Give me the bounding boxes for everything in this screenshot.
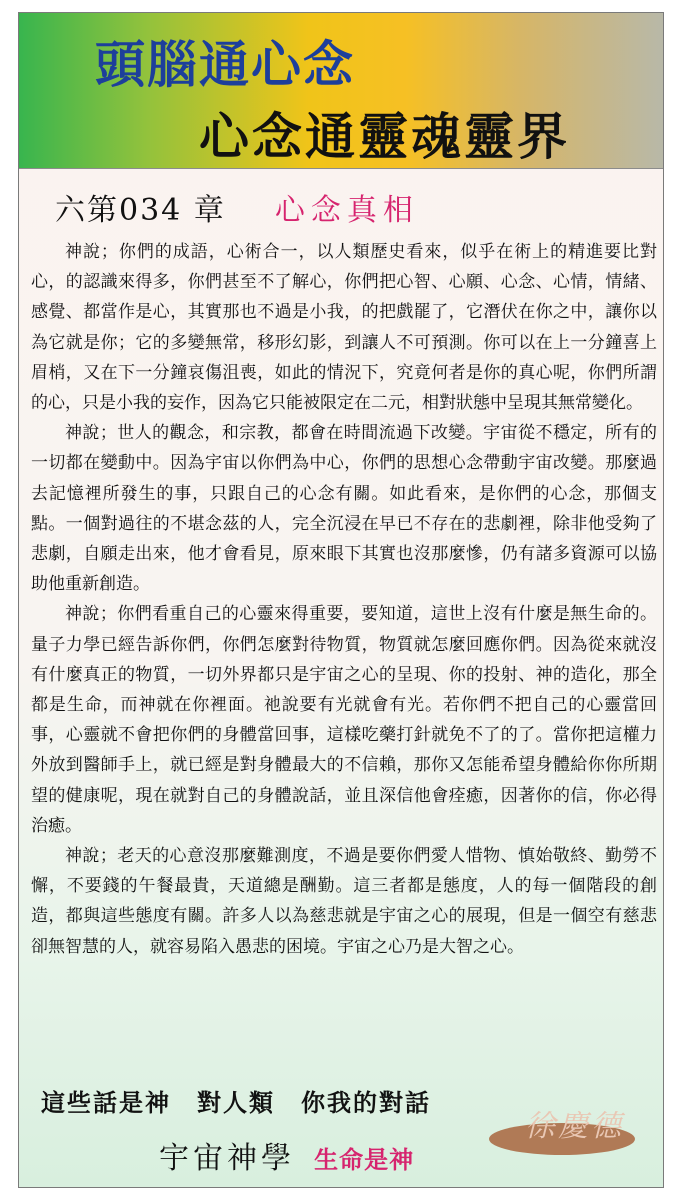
page-title: 頭腦通心念 — [95, 36, 355, 94]
chapter-number: 六第034 章 — [55, 193, 226, 228]
footer-motto: 生命是神 — [314, 1145, 415, 1174]
page-frame — [18, 12, 664, 1188]
chapter-title: 心念真相 — [274, 193, 419, 228]
header-banner — [19, 13, 663, 169]
footer-tagline: 這些話是神 對人類 你我的對話 — [41, 1088, 431, 1117]
paragraph-2: 神說；世人的觀念，和宗教，都會在時間流過下改變。宇宙從不穩定，所有的一切都在變動中。因為宇宙以你們為中心，你們的思想心念帶動宇宙改變。那麼過去記憶裡所發生的事，只跟自己的心念有關。如此看來，是你們的心念，那個支點。一個對過往的不堪念茲的人，完全沉浸在早已不存在的悲劇裡，除非他受夠了悲劇，自願走出來，他才會看見，原來眼下其實也沒那麼慘，仍有諸多資源可以協助他重新創造。 — [31, 423, 657, 595]
page-subtitle: 心念通靈魂靈界 — [199, 108, 570, 166]
paragraph-3: 神說；你們看重自己的心靈來得重要，要知道，這世上沒有什麼是無生命的。量子力學已經告訴你們，你們怎麼對待物質，物質就怎麼回應你們。因為從來就沒有什麼真正的物質，一切外界都只是宇宙之心的呈現、你的投射、神的造化，那全都是生命，而神就在你裡面。祂說要有光就會有光。若你們不把自己的心靈當回事，心靈就不會把你們的身體當回事，這樣吃藥打針就免不了的了。當你把這權力外放到醫師手上，就已經是對身體最大的不信賴，那你又怎能希望身體給你你所期望的健康呢，現在就對自己的身體說話，並且深信他會痊癒，因著你的信，你必得治癒。 — [31, 604, 657, 836]
author-signature: 徐慶德 — [525, 1109, 624, 1144]
chapter-heading — [55, 185, 419, 228]
footer-brand — [159, 1133, 414, 1177]
paragraph-4: 神說；老天的心意沒那麼難測度，不過是要你們愛人惜物、慎始敬終、勤勞不懈，不要錢的午餐最貴，天道總是酬勤。這三者都是態度，人的每一個階段的創造，都與這些態度有關。許多人以為慈悲就是宇宙之心的展現，但是一個空有慈悲卻無智慧的人，就容易陷入愚悲的困境。宇宙之心乃是大智之心。 — [31, 846, 657, 957]
footer-brand-name: 宇宙神學 — [159, 1141, 295, 1176]
paragraph-1: 神說；你們的成語，心術合一，以人類歷史看來，似乎在術上的精進要比對心，的認識來得多，你們甚至不了解心，你們把心智、心願、心念、心情，情緒、感覺、都當作是心，其實那也不過是小我，的把戲罷了，它潛伏在你之中，讓你以為它就是你；它的多變無常，移形幻影，到讓人不可預測。你可以在上一分鐘喜上眉梢，又在下一分鐘哀傷沮喪，如此的情況下，究竟何者是你的真心呢，你們所謂的心，只是小我的妄作，因為它只能被限定在二元，相對狀態中呈現其無常變化。 — [31, 242, 657, 414]
article-body — [31, 237, 657, 962]
